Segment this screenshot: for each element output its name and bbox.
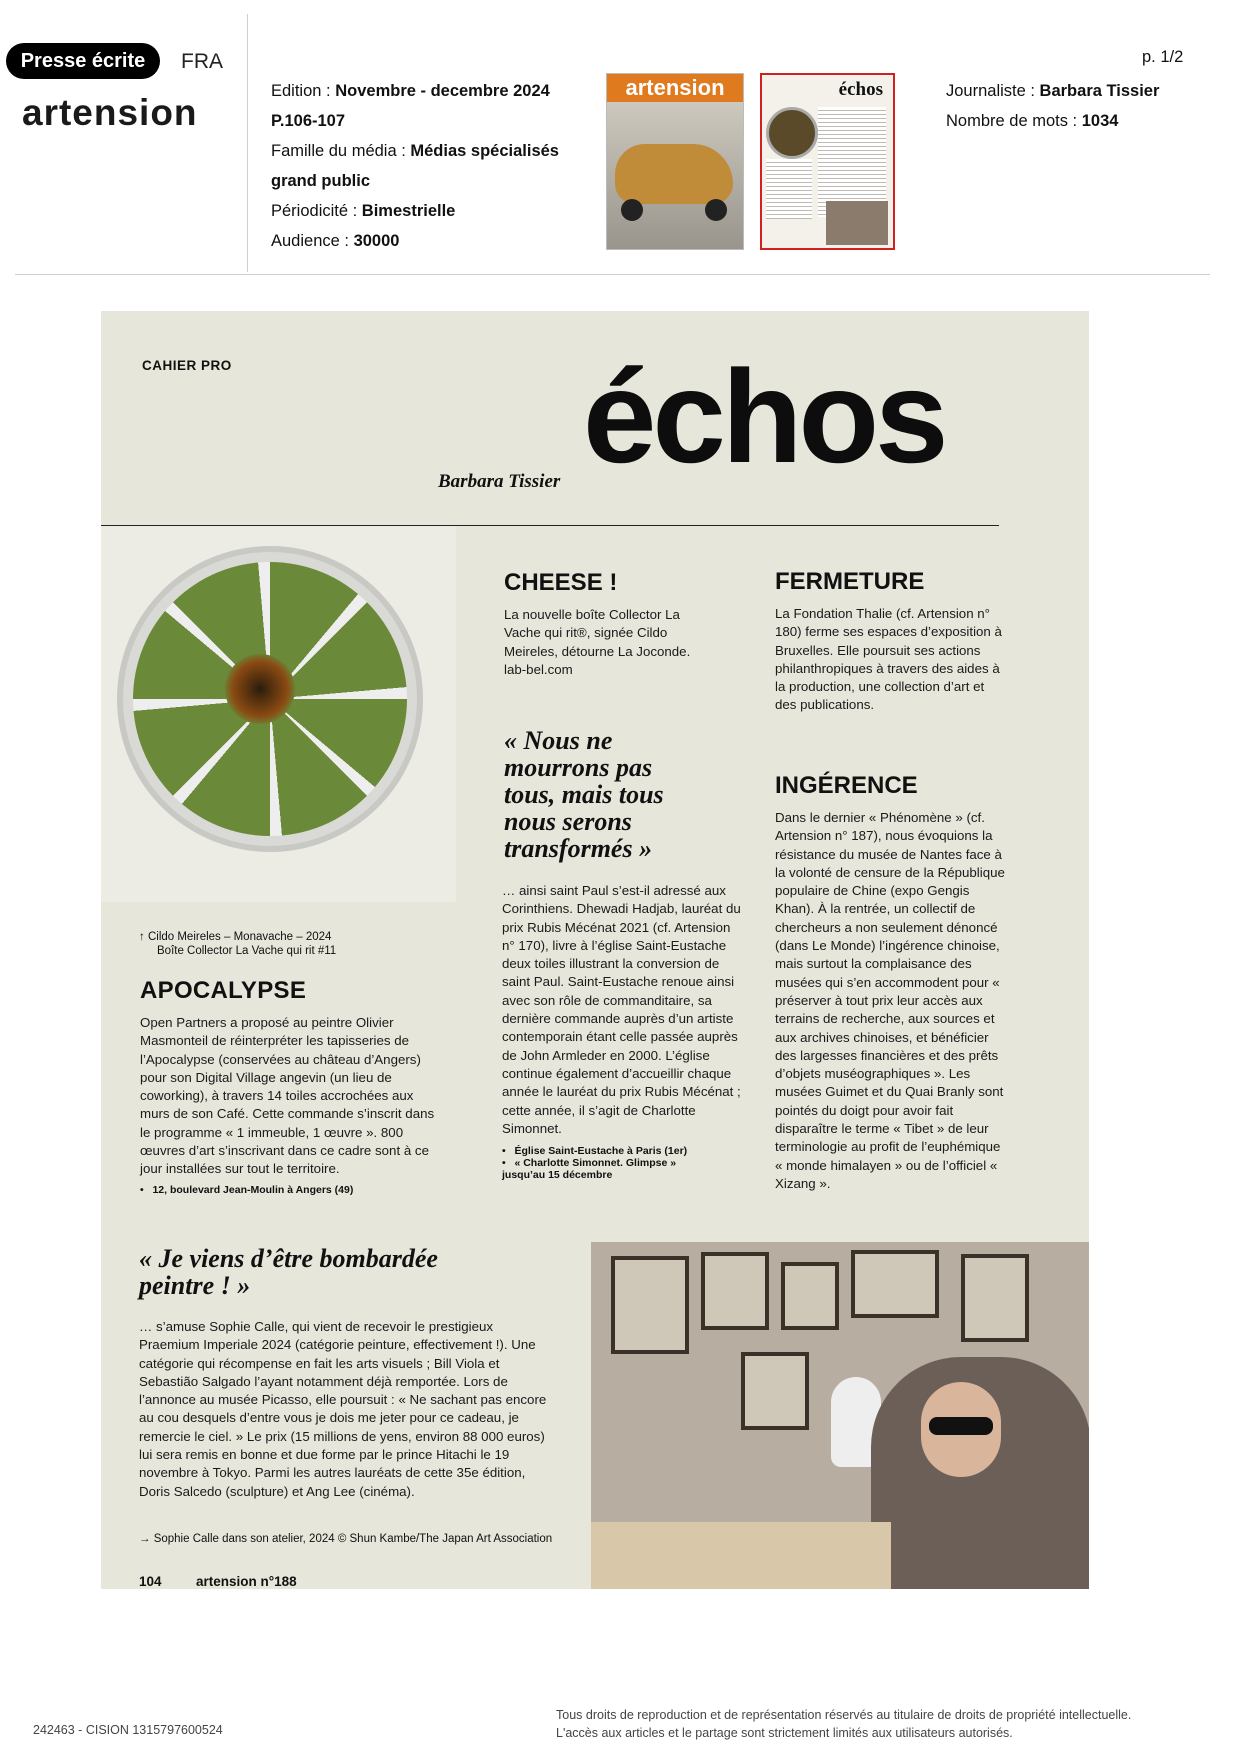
wall-frame	[701, 1252, 769, 1330]
arrow-right-icon: →	[139, 1533, 154, 1545]
wall-frame	[851, 1250, 939, 1318]
caption-text: Sophie Calle dans son atelier, 2024 © Shun Kambe/The Japan Art Association	[153, 1533, 553, 1545]
page-number: p. 1/2	[1142, 48, 1184, 66]
folio-issue: artension n°188	[196, 1574, 297, 1589]
cover-sculpture	[615, 144, 733, 204]
ingerence-body: Dans le dernier « Phénomène » (cf. Artension n° 187), nous évoquions la résistance du musée de Nantes face à la volonté de censure de la République populaire de Chine (expo Gengis Khan). À la rentrée, un collectif de chercheurs a non seulement dénoncé (dans Le Monde) l’ingérence chinoise, mais surtout la complaisance des musées qui s’en accommodent pour « préserver à tout prix leur accès aux terrains de recherche, aux sources et aux archives chinoises, et bénéficier des largesses financières et des prêts d’objets muséographiques ». Les musées Guimet et du Quai Branly sont pointés du doigt pour avoir fait disparaître le terme « Tibet » de leur terminologie au profit de l’euphémique « monde himalayen » ou de l’officiel « Xizang ».	[775, 810, 1005, 1191]
bullet-icon: •	[140, 1184, 153, 1196]
fermeture-heading: FERMETURE	[775, 568, 925, 595]
table-objects	[591, 1522, 891, 1589]
audience-label: Audience :	[271, 232, 354, 250]
folio-number: 104	[139, 1574, 162, 1589]
info-line: Église Saint-Eustache à Paris (1er)	[514, 1145, 688, 1157]
edition-value: Novembre - decembre 2024	[335, 82, 550, 100]
rights-line: L'accès aux articles et le partage sont strictement limités aux utilisateurs autorisés.	[556, 1726, 1013, 1740]
rights-notice	[556, 1706, 1236, 1742]
cover-masthead: artension	[607, 74, 743, 102]
wall-frame	[781, 1262, 839, 1330]
cheese-center	[225, 654, 295, 724]
thumbnail-image	[766, 107, 818, 159]
caption-line: Boîte Collector La Vache qui rit #11	[157, 945, 337, 957]
famille-label: Famille du média :	[271, 142, 411, 160]
article-page-scan	[101, 311, 1089, 1589]
pull-quote-calle: « Je viens d’être bombardée peintre ! »	[139, 1244, 438, 1300]
sophie-calle-photo	[591, 1242, 1089, 1589]
thumbnail-photo	[826, 201, 888, 245]
audience-value: 30000	[353, 232, 400, 250]
address-text: 12, boulevard Jean-Moulin à Angers (49)	[152, 1184, 354, 1196]
periodicite-value: Bimestrielle	[361, 202, 456, 220]
wheel-icon	[621, 199, 643, 221]
article-title: échos	[583, 343, 945, 490]
header-divider-horizontal	[15, 274, 1210, 275]
media-type-badge: Presse écrite	[6, 43, 160, 79]
word-count-label: Nombre de mots :	[946, 112, 1082, 130]
caption-line: Cildo Meireles – Monavache – 2024	[147, 931, 332, 943]
photo-caption	[139, 1533, 559, 1545]
ingerence-heading: INGÉRENCE	[775, 772, 918, 799]
sunglasses	[929, 1417, 993, 1435]
document-id: 242463 - CISION 1315797600524	[33, 1723, 223, 1737]
pull-quote-paul: « Nous ne mourrons pas tous, mais tous nous serons transformés »	[504, 726, 664, 863]
thumbnail-title: échos	[838, 79, 883, 100]
wall-frame	[611, 1256, 689, 1354]
article-page-thumbnail[interactable]	[760, 73, 895, 250]
author-metadata	[946, 76, 1159, 136]
header-divider-vertical	[247, 14, 248, 272]
wheel-icon	[705, 199, 727, 221]
section-label: CAHIER PRO	[142, 358, 232, 373]
image-caption	[139, 930, 399, 958]
bullet-icon: •	[502, 1157, 515, 1169]
publication-metadata	[271, 76, 601, 256]
cover-thumbnail[interactable]	[606, 73, 744, 250]
periodicite-label: Périodicité :	[271, 202, 362, 220]
cheese-body: La nouvelle boîte Collector La Vache qui rit®, signée Cildo Meireles, détourne La Joconde. lab-bel.com	[504, 607, 691, 677]
byline: Barbara Tissier	[438, 471, 561, 492]
apocalypse-heading: APOCALYPSE	[140, 977, 307, 1004]
famille-value: Médias spécialisés	[410, 142, 559, 160]
thumbnail-text-lines	[766, 159, 812, 219]
apocalypse-address	[140, 1184, 353, 1196]
cheese-heading: CHEESE !	[504, 569, 618, 596]
arrow-up-icon: ↑	[139, 931, 148, 943]
saint-eustache-info	[502, 1145, 702, 1181]
apocalypse-body: Open Partners a proposé au peintre Olivier Masmonteil de réinterpréter les tapisseries de l’Apocalypse (conservées au château d’Angers) pour son Digital Village angevin (un lieu de coworking), à travers 14 toiles accrochées aux murs de son Café. Cette commande s’inscrit dans le programme « 1 immeuble, 1 œuvre ». 800 œuvres d’art s’inscrivant dans ce cadre sont à ce jour installées sur tout le territoire.	[140, 1015, 435, 1177]
info-line: « Charlotte Simonnet. Glimpse » jusqu’au 15 décembre	[502, 1157, 677, 1181]
word-count-value: 1034	[1081, 112, 1119, 130]
cheese-plate	[117, 546, 423, 852]
wall-frame	[741, 1352, 809, 1430]
rights-line: Tous droits de reproduction et de représentation réservés au titulaire de droits de propriété intellectuelle.	[556, 1708, 1132, 1722]
journaliste-label: Journaliste :	[946, 82, 1040, 100]
wall-frame	[961, 1254, 1029, 1342]
famille-value-2: grand public	[271, 172, 370, 190]
journaliste-value: Barbara Tissier	[1039, 82, 1160, 100]
bullet-icon: •	[502, 1145, 515, 1157]
cheese-box-image	[101, 526, 456, 902]
publication-logo: artension	[22, 92, 198, 133]
edition-label: Edition :	[271, 82, 336, 100]
saint-paul-body: … ainsi saint Paul s’est-il adressé aux Corinthiens. Dhewadi Hadjab, lauréat du prix Rubis Mécénat 2021 (cf. Artension n° 170), livre à l’église Saint-Eustache deux toiles illustrant la conversion de saint Paul. Saint-Eustache renoue ainsi avec son rôle de commanditaire, sa dernière commande auprès d’un artiste contemporain étant celle passée auprès de John Armleder en 2000. L’église continue également d’accueillir chaque année le lauréat du prix Rubis Mécénat ; cette année, il s’agit de Charlotte Simonnet.	[502, 883, 741, 1136]
sophie-calle-body: … s’amuse Sophie Calle, qui vient de recevoir le prestigieux Praemium Imperiale 2024 (catégorie peinture, effectivement !). Une catégorie qui récompense en fait les arts visuels ; Bill Viola et Sebastião Salgado l’ayant notamment déjà remportée. Lors de l’annonce au musée Picasso, elle poursuit : « Ne sachant pas encore au cou desquels d’entre vous je dois me jeter pour ce cadeau, je remercie le ciel. » Le prix (15 millions de yens, environ 88 000 euros) lui sera remis en bonne et due forme par le prince Hitachi le 19 novembre à Tokyo. Parmi les autres lauréats de cette 35e édition, Doris Salcedo (sculpture) et Ang Lee (cinéma).	[139, 1319, 547, 1499]
fermeture-body: La Fondation Thalie (cf. Artension n° 180) ferme ses espaces d’exposition à Bruxelles. Elle poursuit ses actions philanthropiques à travers des aides à la production, une collection d’art et des publications.	[775, 606, 1002, 713]
pages-value: P.106-107	[271, 112, 346, 130]
language-code: FRA	[181, 50, 223, 73]
